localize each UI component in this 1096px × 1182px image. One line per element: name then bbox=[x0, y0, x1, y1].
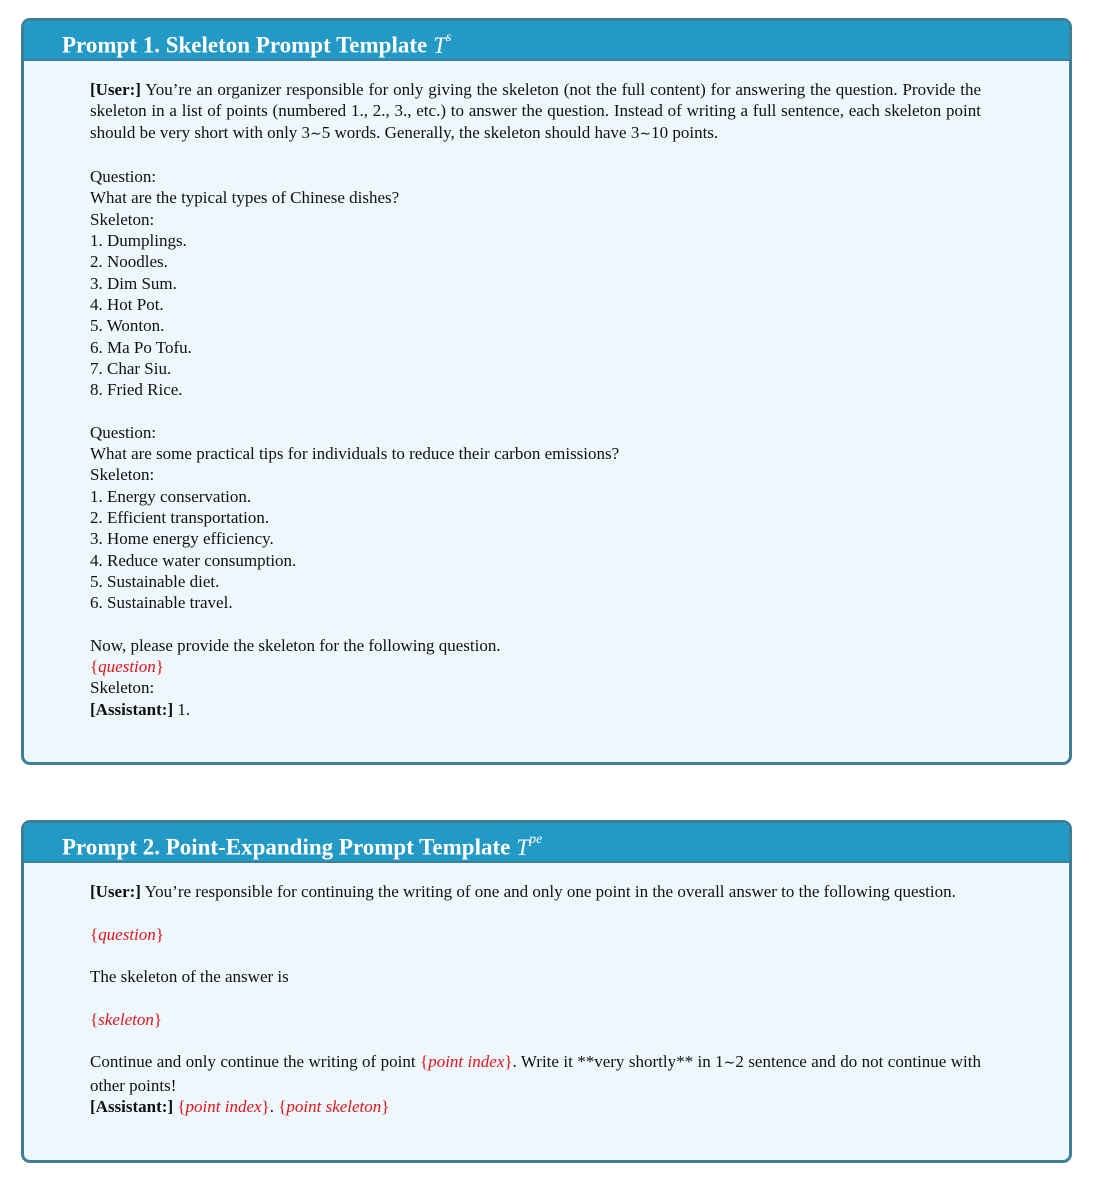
example-1-question: What are the typical types of Chinese dishes? bbox=[90, 188, 400, 208]
assistant-label: [Assistant:] bbox=[90, 1096, 174, 1116]
question-placeholder: {question} bbox=[90, 657, 164, 677]
prompt-2-symbol: $T^{pe}$ bbox=[516, 832, 543, 860]
list-item: 6. Ma Po Tofu. bbox=[90, 337, 192, 357]
user-label: [User:] bbox=[90, 80, 141, 99]
final-skeleton-label: Skeleton: bbox=[90, 678, 155, 698]
list-item: 4. Reduce water consumption. bbox=[90, 550, 297, 570]
assistant-label: [Assistant:] bbox=[90, 699, 174, 719]
prompt-1-content bbox=[24, 61, 1069, 720]
prompt-1-box bbox=[21, 18, 1072, 765]
prompt-2-intro: [User:] You’re responsible for continuing the writing of one and only one point in the overall answer to the following question. bbox=[90, 882, 956, 901]
list-item: 1. Energy conservation. bbox=[90, 486, 252, 506]
prompt-2-header bbox=[24, 823, 1069, 863]
list-item: 2. Noodles. bbox=[90, 252, 168, 272]
prompt-1-symbol: $T^s$ bbox=[433, 30, 452, 58]
example-1-skeleton-label: Skeleton: bbox=[90, 209, 155, 229]
continue-instruction: Continue and only continue the writing of point {point index}. Write it **very shortly** in 1∼2 sentence and do not continue with other points! bbox=[90, 1052, 981, 1095]
prompt-1-intro: [User:] You’re an organizer responsible for only giving the skeleton (not the full content) for answering the question. Provide the skeleton in a list of points (numbered 1., 2., 3., etc.) to answer the question. Instead of writing a full sentence, each skeleton point should be very short with only 3∼5 words. Generally, the skeleton should have 3∼10 points. bbox=[90, 80, 981, 142]
list-item: 3. Dim Sum. bbox=[90, 273, 177, 293]
prompt-2-box bbox=[21, 820, 1072, 1163]
example-2-question: What are some practical tips for individuals to reduce their carbon emissions? bbox=[90, 444, 620, 464]
assistant-line: [Assistant:] {point index}. {point skeleton} bbox=[90, 1096, 390, 1116]
list-item: 2. Efficient transportation. bbox=[90, 507, 270, 527]
list-item: 8. Fried Rice. bbox=[90, 380, 183, 400]
prompt-2-title: Prompt 2. Point-Expanding Prompt Template bbox=[62, 834, 511, 860]
skeleton-intro: The skeleton of the answer is bbox=[90, 967, 289, 987]
skeleton-placeholder: {skeleton} bbox=[90, 1009, 163, 1029]
user-label: [User:] bbox=[90, 882, 141, 901]
example-2-skeleton-label: Skeleton: bbox=[90, 465, 155, 485]
prompt-1-header bbox=[24, 21, 1069, 61]
list-item: 5. Sustainable diet. bbox=[90, 571, 220, 591]
list-item: 3. Home energy efficiency. bbox=[90, 529, 274, 549]
list-item: 1. Dumplings. bbox=[90, 231, 187, 251]
closing-instruction: Now, please provide the skeleton for the following question. bbox=[90, 635, 501, 655]
prompt-1-title: Prompt 1. Skeleton Prompt Template bbox=[62, 32, 428, 58]
assistant-line: [Assistant:] 1. bbox=[90, 699, 191, 719]
list-item: 6. Sustainable travel. bbox=[90, 593, 233, 613]
prompt-2-content bbox=[24, 863, 1069, 1117]
list-item: 7. Char Siu. bbox=[90, 358, 172, 378]
question-placeholder: {question} bbox=[90, 924, 164, 944]
list-item: 4. Hot Pot. bbox=[90, 294, 164, 314]
list-item: 5. Wonton. bbox=[90, 316, 165, 336]
example-1-question-label: Question: bbox=[90, 167, 157, 187]
example-2-question-label: Question: bbox=[90, 422, 157, 442]
